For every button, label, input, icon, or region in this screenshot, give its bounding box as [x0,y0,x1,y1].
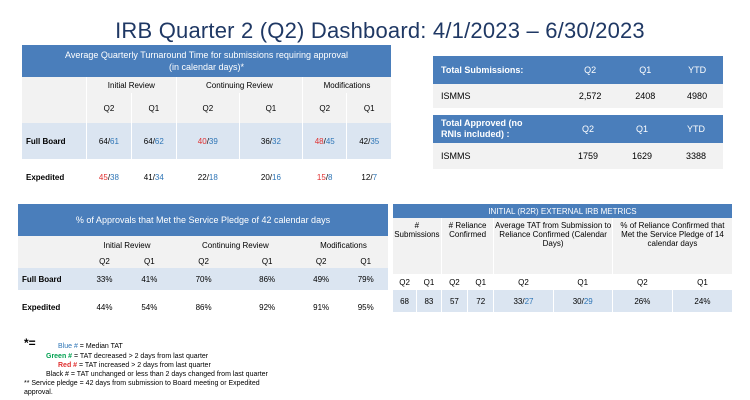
tat-cell: 40/39 [176,123,239,159]
legend-black: Black # = TAT unchanged or less than 2 days changed from last quarter [46,371,268,378]
pledge-value: 92% [259,302,276,312]
quarter-header: Q1 [417,274,442,290]
approved-col: YTD [687,124,705,134]
quarter-header: Q2 [612,274,672,290]
legend-note-line2: approval. [24,389,53,396]
quarter-header: Q1 [672,274,732,290]
group-continuing-review: Continuing Review [176,77,302,93]
quarter-header: Q2 [198,256,209,266]
turnaround-header-line2: (in calendar days)* [168,62,245,72]
tat-cell: 12/7 [347,159,392,195]
approved-col: Q1 [635,124,648,134]
submissions-header: Total Submissions: [441,65,524,75]
legend-green: Green # = TAT decreased > 2 days from last quarter [46,353,209,360]
tat-cell: 45/38 [87,159,132,195]
group-modifications: Modifications [320,240,367,250]
group-modifications: Modifications [302,77,391,93]
row-label: Full Board [22,123,87,159]
table-row [393,290,733,312]
submissions-col: YTD [688,65,707,75]
r2r-group: % of Reliance Confirmed that Met the Service Pledge of 14 calendar days [612,218,732,274]
quarter-header: Q2 [87,93,132,123]
r2r-group: # Submissions [393,218,441,274]
r2r-value: 68 [393,290,417,312]
r2r-group: Average TAT from Submission to Reliance Confirmed (Calendar Days) [494,218,613,274]
pledge-value: 44% [96,302,113,312]
turnaround-header-line1: Average Quarterly Turnaround Time for submissions requiring approval [65,50,348,60]
table-row [18,290,388,324]
approved-header [433,115,561,143]
r2r-value: 33/27 [494,290,553,312]
r2r-group: # Reliance Confirmed [441,218,494,274]
approved-value: 1759 [577,151,599,161]
approved-col: Q2 [581,124,594,134]
tat-cell: 41/34 [131,159,176,195]
pledge-value: 33% [96,274,113,284]
legend-red: Red # = TAT increased > 2 days from last quarter [58,362,211,369]
group-initial-review: Initial Review [103,240,151,250]
tat-cell: 20/16 [239,159,302,195]
legend-star: *= [24,336,36,350]
quarter-header: Q2 [494,274,553,290]
turnaround-header [22,45,392,77]
row-label: Expedited [22,159,87,195]
pledge-value: 54% [141,302,158,312]
pledge-value: 41% [141,274,158,284]
group-initial-review: Initial Review [87,77,177,93]
quarter-header: Q2 [99,256,110,266]
pledge-header: % of Approvals that Met the Service Pledge of 42 calendar days [75,215,331,225]
quarter-header: Q1 [468,274,494,290]
approved-value: 1629 [631,151,653,161]
pledge-value: 91% [313,302,330,312]
pledge-table [18,204,388,324]
quarter-header: Q1 [261,256,273,266]
row-label: Expedited [22,302,61,312]
tat-cell: 48/45 [302,123,346,159]
table-row [433,143,723,169]
quarter-header: Q2 [176,93,239,123]
submissions-col: Q2 [584,65,597,75]
submissions-value: 2,572 [578,91,602,101]
r2r-header: INITIAL (R2R) EXTERNAL IRB METRICS [393,204,733,218]
approved-header-line1: Total Approved (no [441,118,523,128]
legend-blue: Blue # = Median TAT [58,343,123,350]
pledge-value: 49% [313,274,330,284]
page-title: IRB Quarter 2 (Q2) Dashboard: 4/1/2023 – 6/30/2023 [115,18,645,43]
turnaround-table [22,45,392,195]
quarter-header: Q1 [131,93,176,123]
quarter-header: Q2 [315,256,327,266]
r2r-value: 83 [417,290,442,312]
tat-cell: 42/35 [347,123,392,159]
pledge-value: 79% [357,274,374,284]
approved-value: 3388 [685,151,707,161]
row-label: ISMMS [441,91,471,101]
r2r-value: 72 [468,290,494,312]
tat-cell: 22/18 [176,159,239,195]
tat-cell: 64/62 [131,123,176,159]
pledge-value: 86% [259,274,276,284]
approved-header-line2: RNIs included) : [441,129,510,139]
submissions-col: Q1 [639,65,652,75]
group-continuing-review: Continuing Review [202,240,269,250]
quarter-header: Q2 [393,274,417,290]
quarter-header: Q1 [360,256,372,266]
quarter-header: Q2 [302,93,346,123]
row-label: Full Board [22,274,62,284]
tat-cell: 15/8 [302,159,346,195]
pledge-value: 86% [195,302,212,312]
submissions-value: 4980 [687,91,708,101]
table-row [18,268,388,290]
quarter-header: Q1 [553,274,612,290]
table-row [22,123,392,159]
r2r-value: 30/29 [553,290,612,312]
quarter-header: Q1 [239,93,302,123]
submissions-value: 2408 [635,91,656,101]
r2r-table [393,204,733,312]
r2r-value: 57 [441,290,467,312]
approved-table [433,115,723,169]
legend-note-line1: ** Service pledge = 42 days from submission to Board meeting or Expedited [24,380,260,387]
row-label: ISMMS [441,151,471,161]
quarter-header: Q2 [441,274,467,290]
tat-cell: 64/61 [87,123,132,159]
tat-cell: 36/32 [239,123,302,159]
r2r-value: 26% [612,290,672,312]
table-row [22,159,392,195]
r2r-value: 24% [672,290,732,312]
pledge-value: 95% [357,302,374,312]
submissions-table [433,56,723,108]
table-row [433,84,723,108]
quarter-header: Q1 [144,256,155,266]
pledge-value: 70% [195,274,212,284]
quarter-header: Q1 [347,93,392,123]
